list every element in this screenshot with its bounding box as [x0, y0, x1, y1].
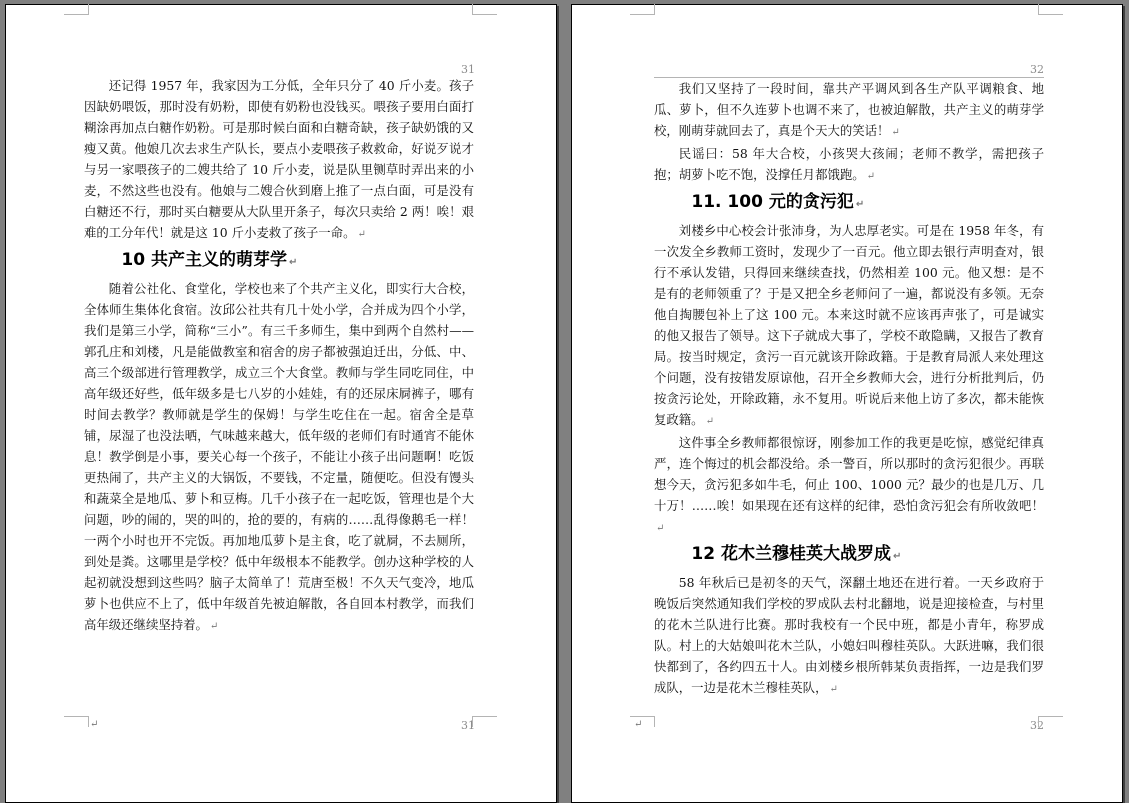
paragraph-mark-icon: ↵ [357, 229, 366, 240]
document-page-32 [571, 4, 1123, 803]
crop-mark-top-left [64, 4, 89, 15]
crop-mark-bottom-right [472, 716, 497, 727]
paragraph: 这件事全乡教师都很惊讶，刚参加工作的我更是吃惊，感觉纪律真严，连个悔过的机会都没给。杀一警百，所以那时的贪污犯很少。再联想今天，贪污犯多如牛毛，何止 100、1000 元？最少的也是几万、几十万！……唉！如果现在还有这样的纪律，恐怕贪污犯会有所收敛吧！↵ [654, 435, 1044, 534]
paragraph-mark-icon: ↵ [288, 257, 298, 268]
paragraph-mark-icon: ↵ [656, 523, 665, 534]
paragraph-mark-icon: ↵ [829, 684, 838, 695]
paragraph: 民谣曰：58 年大合校，小孩哭大孩闹；老师不教学，需把孩子抱；胡萝卜吃不饱，没撑任月都饿跑。 ↵ [654, 146, 1044, 182]
page-body[interactable] [654, 78, 1044, 700]
paragraph: 还记得 1957 年，我家因为工分低，全年只分了 40 斤小麦。孩子因缺奶喂饭，那时没有奶粉，即使有奶粉也没钱买。喂孩子要用白面打糊涂再加点白糖作奶粉。可是那时候白面和白糖奇缺，孩子缺奶饿的又瘦又黄。他娘几次去求生产队长，要点小麦喂孩子救救命，好说歹说才与另一家喂孩子的二嫂共给了 10 斤小麦，说是队里铡草时弄出来的小麦，不然这些也没有。他娘与二嫂合伙到磨上推了一点白面，可是没有白糖还不行，那时买白糖要从大队里开条子，每次只卖给 2 两！唉！艰难的工分年代！就是这 10 斤小麦救了孩子一命。 ↵ [84, 78, 474, 240]
footer-page-number: 32 [1030, 719, 1044, 732]
paragraph-mark-icon: ↵ [892, 551, 902, 562]
paragraph: 刘楼乡中心校会计张沛身，为人忠厚老实。可是在 1958 年冬，有一次发全乡教师工资时，发现少了一百元。他立即去银行声明查对，银行不承认发错，只得回来继续查找，仍然相差 100 元。他又想：是不是有的老师领重了？于是又把全乡老师问了一遍，都说没有多领。无奈他自掏腰包补上了这 100 元。本来这时就不应该再声张了，可是诚实的他又报告了领导。这下子就成大事了，学校不敢隐瞒，又报告了教育局。按当时规定，贪污一百元就该开除政籍。于是教育局派人来处理这个问题，没有按错发原谅他，召开全乡教师大会，进行分析批判后，仍按贪污论处，开除政籍，永不复用。听说后来他上访了多次，都未能恢复政籍。 ↵ [654, 223, 1044, 427]
footer-page-number: 31 [461, 719, 475, 732]
section-heading: 11. 100 元的贪污犯 ↵ [691, 192, 865, 212]
paragraph-mark-icon: ↵ [891, 127, 900, 138]
crop-mark-bottom-left [64, 716, 89, 727]
header-page-number: 32 [1030, 63, 1044, 76]
paragraph: 随着公社化、食堂化，学校也来了个共产主义化，即实行大合校，全体师生集体化食宿。汝邱公社共有几十处小学，合并成为四个小学，我们是第三小学，简称“三小”。有三千多师生，集中到两个自然村——郭孔庄和刘楼，凡是能做教室和宿舍的房子都被强迫迁出，分低、中、高三个级部进行管理教学，成立三个大食堂。教师与学生同吃同住，中高年级还好些，低年级多是七八岁的小娃娃，有的还尿床屙裤子，哪有时间去教学？教师就是学生的保姆！与学生吃住在一起。宿舍全是草铺，尿湿了也没法晒，气味越来越大，低年级的老师们有时通宵不能休息！教学倒是小事，要关心每一个孩子，不能让小孩子出问题啊！吃饭更热闹了，共产主义的大锅饭，不要钱，不定量，随便吃。但没有馒头和蔬菜全是地瓜、萝卜和豆梅。几千小孩子在一起吃饭，管理也是个大问题，吵的闹的，哭的叫的，抢的要的，有病的……乱得像鹅毛一样！一两个小时也开不完饭。再加地瓜萝卜是主食，吃了就屙，不去厕所，到处是粪。这哪里是学校？低中年级根本不能教学。创办这种学校的人起初就没想到这些吗？脑子太简单了！荒唐至极！不久天气变冷，地瓜萝卜也供应不上了，低中年级首先被迫解散，各自回本村教学，而我们高年级还继续坚持着。 ↵ [84, 281, 474, 632]
paragraph-mark-icon: ↵ [705, 416, 714, 427]
paragraph-mark-icon: ↵ [866, 171, 876, 182]
paragraph-mark-icon: ↵ [855, 199, 865, 210]
paragraph-mark-icon: ↵ [90, 719, 99, 730]
crop-mark-top-left [630, 4, 655, 15]
page-body[interactable] [84, 75, 474, 637]
section-heading: 10 共产主义的萌芽学 ↵ [121, 250, 298, 270]
paragraph: 58 年秋后已是初冬的天气，深翻土地还在进行着。一天乡政府于晚饭后突然通知我们学校的罗成队去村北翻地，说是迎接检查，与村里的花木兰队进行比赛。那时我校有一个民中班，都是小青年，称罗成队。村上的大姑娘叫花木兰队，小媳妇叫穆桂英队。大跃进嘛，我们很快都到了，各约四五十人。由刘楼乡根所韩某负责指挥，一边是我们罗成队，一边是花木兰穆桂英队， ↵ [654, 575, 1044, 695]
document-page-31 [5, 4, 557, 803]
paragraph-mark-icon: ↵ [634, 719, 643, 730]
paragraph-mark-icon: ↵ [209, 621, 219, 632]
crop-mark-bottom-right [1038, 716, 1063, 727]
crop-mark-top-right [472, 4, 497, 15]
paragraph: 我们又坚持了一段时间，靠共产平调风到各生产队平调粮食、地瓜、萝卜，但不久连萝卜也调不来了，也被迫解散，共产主义的萌芽学校，刚萌芽就回去了，真是个天大的笑话！ ↵ [654, 81, 1044, 138]
crop-mark-top-right [1038, 4, 1063, 15]
section-heading: 12 花木兰穆桂英大战罗成 ↵ [691, 544, 902, 564]
header-page-number: 31 [461, 63, 475, 76]
